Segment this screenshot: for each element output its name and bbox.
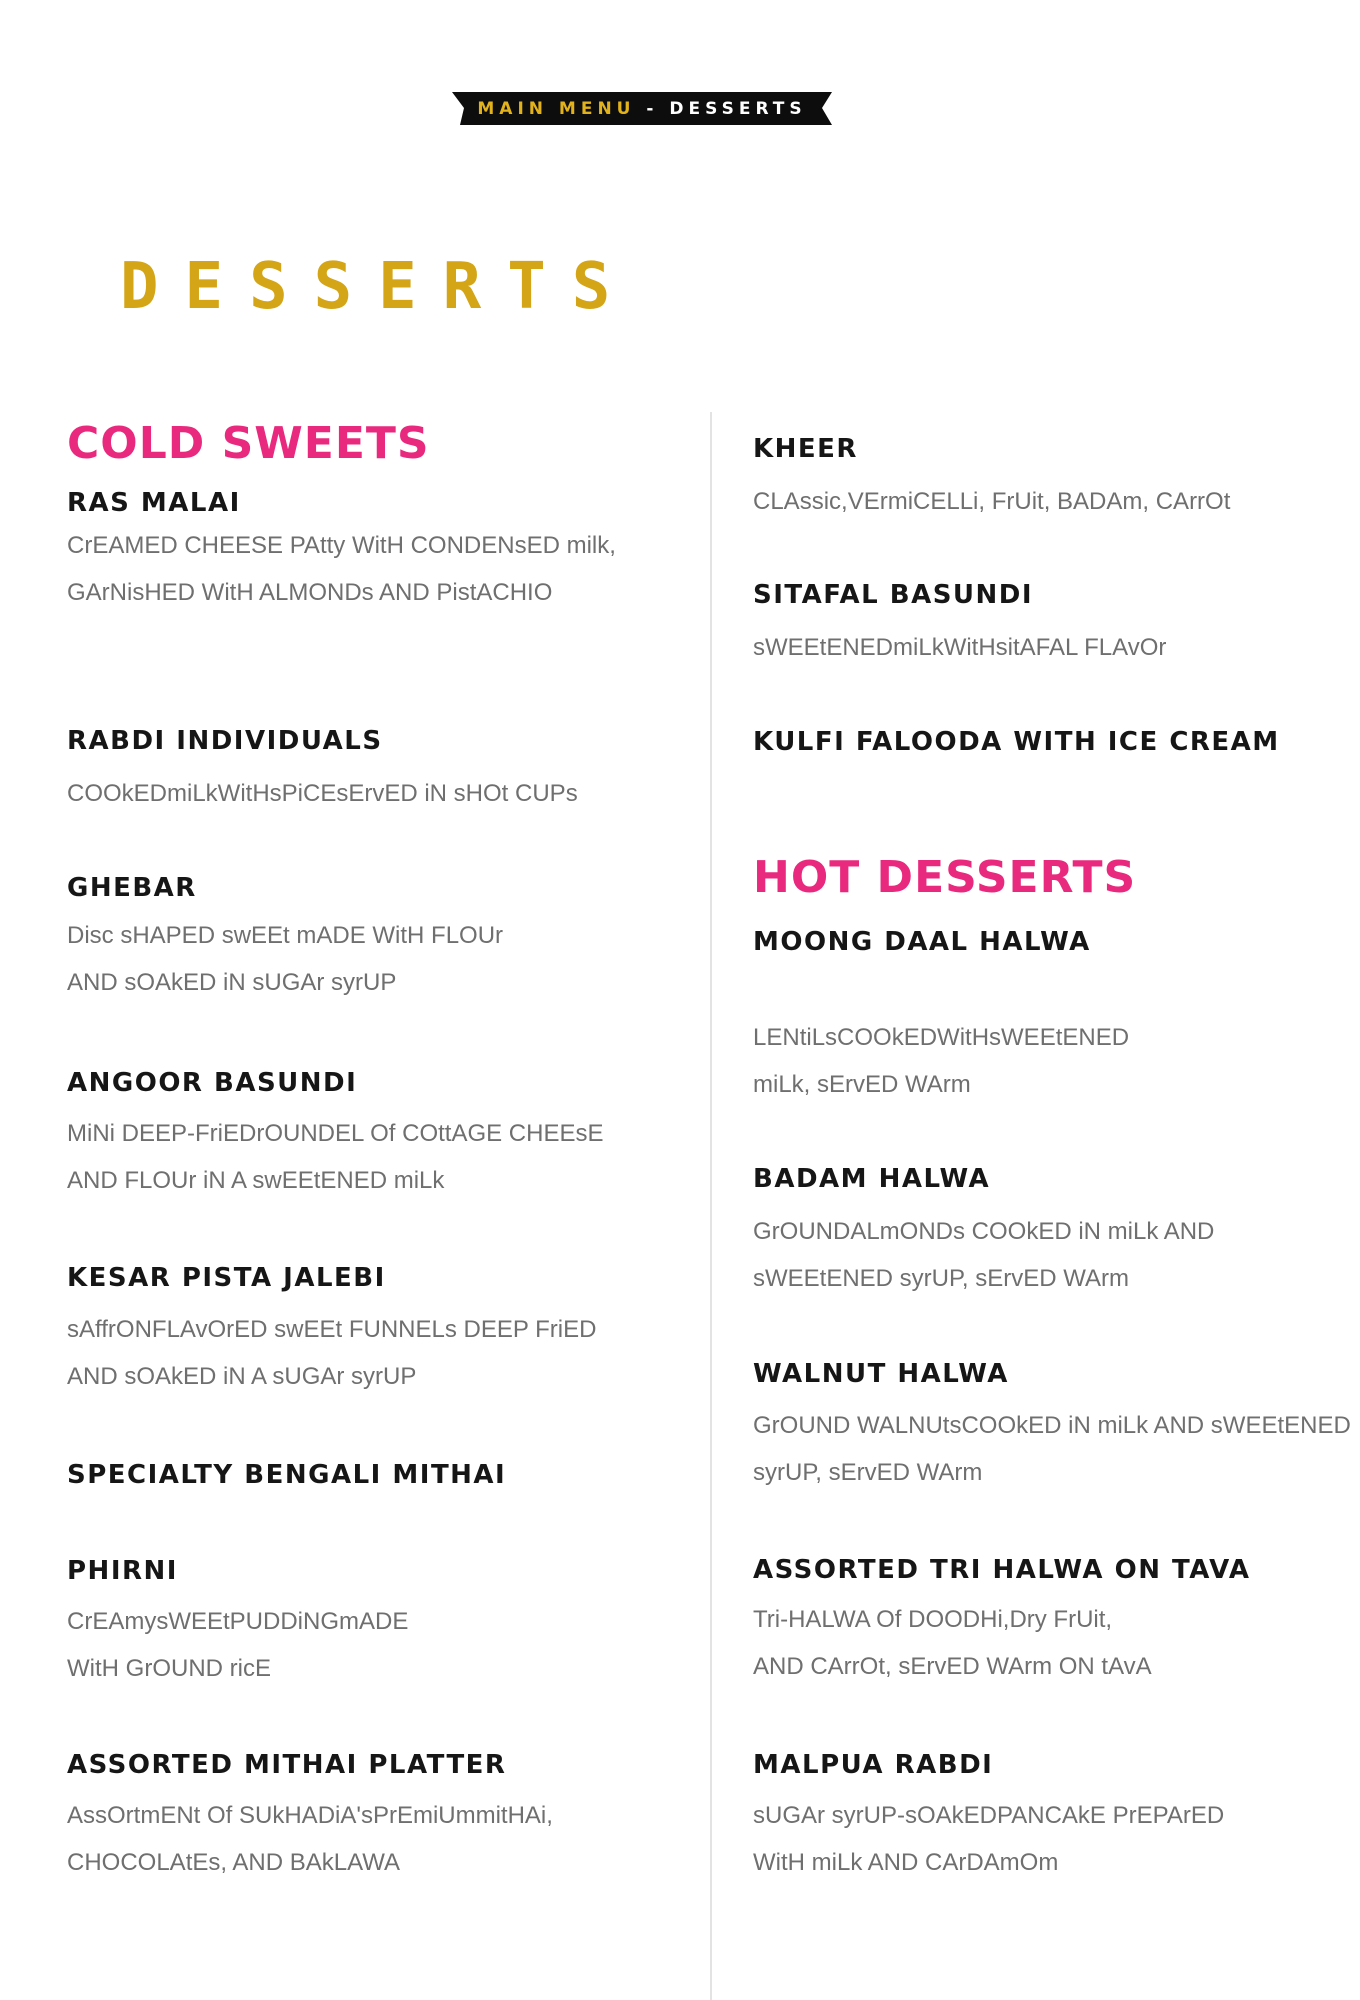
menu-item-desc: COOkEDmiLkWitHsPiCEsErvED iN sHOt CUPs	[67, 780, 578, 807]
menu-item-desc: GrOUNDALmONDs COOkED iN miLk AND sWEEtENED syrUP, sErvED WArm	[753, 1218, 1215, 1292]
banner-separator: -	[635, 98, 670, 119]
menu-item-name: MOONG DAAL HALWA	[753, 927, 1091, 957]
banner-prefix: MAIN MENU	[477, 98, 636, 119]
menu-item-desc: AssOrtmENt Of SUkHADiA'sPrEmiUmmitHAi, CHOCOLAtEs, AND BAkLAWA	[67, 1802, 553, 1876]
menu-item-desc: GrOUND WALNUtsCOOkED iN miLk AND sWEEtENED syrUP, sErvED WArm	[753, 1412, 1351, 1486]
menu-item-desc: MiNi DEEP-FriEDrOUNDEL Of COttAGE CHEEsE AND FLOUr iN A swEEtENED miLk	[67, 1120, 604, 1194]
menu-item-name: ASSORTED MITHAI PLATTER	[67, 1750, 507, 1780]
menu-item-name: KHEER	[753, 434, 858, 464]
menu-item-desc: CrEAmysWEEtPUDDiNGmADE WitH GrOUND ricE	[67, 1608, 409, 1682]
section-title-cold-sweets: COLD SWEETS	[67, 418, 430, 469]
menu-item-name: ANGOOR BASUNDI	[67, 1068, 358, 1098]
page-title: DESSERTS	[120, 250, 637, 324]
menu-item-name: SITAFAL BASUNDI	[753, 580, 1034, 610]
menu-item-desc: Disc sHAPED swEEt mADE WitH FLOUr AND sOAkED iN sUGAr syrUP	[67, 922, 504, 996]
menu-item-desc: LENtiLsCOOkEDWitHsWEEtENED miLk, sErvED WArm	[753, 1024, 1130, 1098]
menu-banner	[452, 92, 832, 125]
menu-item-name: GHEBAR	[67, 873, 197, 903]
menu-item-desc: CrEAMED CHEESE PAtty WitH CONDENsED milk, GArNisHED WitH ALMONDs AND PistACHIO	[67, 532, 616, 606]
menu-item-name: PHIRNI	[67, 1556, 178, 1586]
menu-item-desc: sAffrONFLAvOrED swEEt FUNNELs DEEP FriED AND sOAkED iN A sUGAr syrUP	[67, 1316, 597, 1390]
menu-item-name: BADAM HALWA	[753, 1164, 991, 1194]
menu-item-desc: CLAssic,VErmiCELLi, FrUit, BADAm, CArrOt	[753, 488, 1231, 515]
menu-item-name: SPECIALTY BENGALI MITHAI	[67, 1460, 507, 1490]
banner-suffix: DESSERTS	[669, 98, 807, 119]
menu-item-name: MALPUA RABDI	[753, 1750, 994, 1780]
section-title-hot-desserts: HOT DESSERTS	[753, 852, 1137, 903]
menu-item-name: RAS MALAI	[67, 488, 241, 518]
menu-item-name: WALNUT HALWA	[753, 1359, 1009, 1389]
menu-item-name: KULFI FALOODA WITH ICE CREAM	[753, 727, 1280, 757]
menu-item-name: KESAR PISTA JALEBI	[67, 1263, 386, 1293]
menu-item-name: RABDI INDIVIDUALS	[67, 726, 383, 756]
column-divider	[710, 412, 712, 2000]
menu-item-desc: Tri-HALWA Of DOODHi,Dry FrUit, AND CArrOt, sErvED WArm ON tAvA	[753, 1606, 1152, 1680]
menu-item-desc: sUGAr syrUP-sOAkEDPANCAkE PrEPArED WitH miLk AND CArDAmOm	[753, 1802, 1225, 1876]
menu-item-name: ASSORTED TRI HALWA ON TAVA	[753, 1555, 1251, 1585]
menu-item-desc: sWEEtENEDmiLkWitHsitAFAL FLAvOr	[753, 634, 1167, 661]
